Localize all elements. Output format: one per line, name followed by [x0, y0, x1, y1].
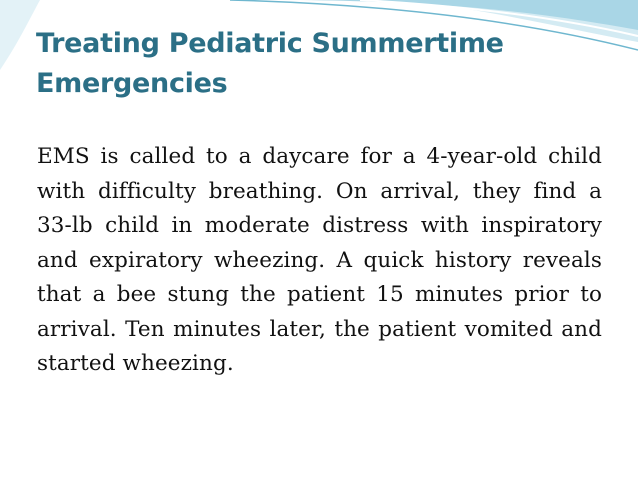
slide-body-text: EMS is called to a daycare for a 4-year-old child with difficulty breathing. On arrival, they find a 33-lb child in moderate distress with inspiratory and expiratory wheezing. A quick history reveals that a bee stung the patient 15 minutes prior to arrival. Ten minutes later, the patient vomited and started wheezing. [37, 144, 602, 376]
wave-left-accent [0, 0, 40, 70]
slide-title: Treating Pediatric Summertime Emergencies [36, 28, 504, 99]
